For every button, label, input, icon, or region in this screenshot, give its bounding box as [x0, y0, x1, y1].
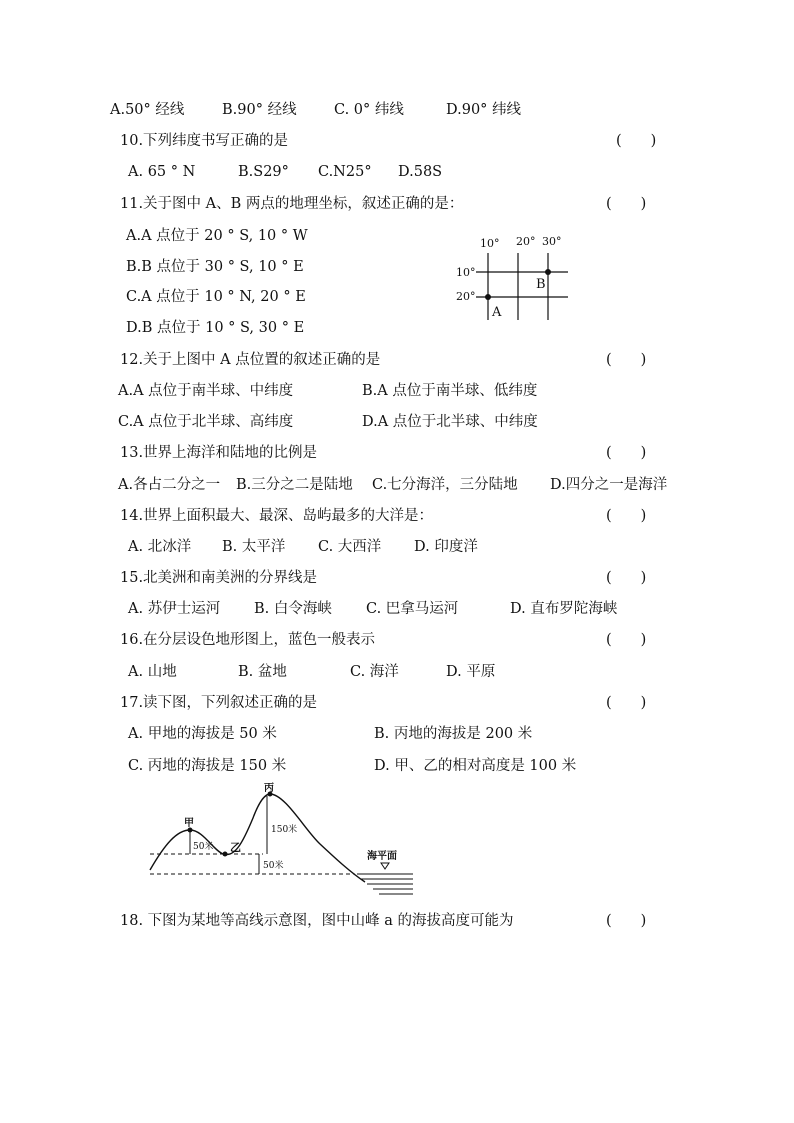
q13-stem: 13.世界上海洋和陆地的比例是 — [120, 445, 318, 461]
grid-left-label-20: 20° — [456, 290, 476, 303]
q10-option-b: B.S29° — [238, 164, 289, 180]
q10-option-c: C.N25° — [318, 164, 372, 180]
label-height-bing: 150米 — [271, 825, 298, 835]
q11-option-c: C.A 点位于 10 ° N, 20 ° E — [126, 289, 306, 305]
grid-top-label-30: 30° — [542, 235, 562, 248]
q17-stem: 17.读下图，下列叙述正确的是 — [120, 695, 318, 711]
q11-option-b: B.B 点位于 30 ° S, 10 ° E — [126, 259, 304, 275]
q17-option-d: D. 甲、乙的相对高度是 100 米 — [374, 758, 577, 774]
q15-option-c: C. 巴拿马运河 — [366, 601, 459, 617]
q9-option-d: D.90° 纬线 — [446, 102, 522, 118]
q16-stem: 16.在分层设色地形图上，蓝色一般表示 — [120, 632, 376, 648]
q16-option-b: B. 盆地 — [238, 664, 287, 680]
grid-point-b-label: B — [536, 277, 546, 292]
q13-option-b: B.三分之二是陆地 — [236, 477, 353, 493]
sea-level-marker-icon — [381, 863, 389, 869]
q11-answer-paren: ( ) — [606, 196, 647, 212]
q12-option-d: D.A 点位于北半球、中纬度 — [362, 414, 538, 430]
q12-option-c: C.A 点位于北半球、高纬度 — [118, 414, 294, 430]
q13-option-c: C.七分海洋，三分陆地 — [372, 477, 518, 493]
q14-option-d: D. 印度洋 — [414, 539, 478, 555]
q11-stem: 11.关于图中 A、B 两点的地理坐标，叙述正确的是： — [120, 196, 464, 212]
q10-stem: 10.下列纬度书写正确的是 — [120, 133, 289, 149]
q16-option-d: D. 平原 — [446, 664, 496, 680]
q9-option-b: B.90° 经线 — [222, 102, 297, 118]
grid-point-a-dot — [485, 294, 491, 300]
q18-stem: 18. 下图为某地等高线示意图，图中山峰 a 的海拔高度可能为 — [120, 913, 514, 929]
q12-option-a: A.A 点位于南半球、中纬度 — [118, 383, 294, 399]
q13-option-a: A.各占二分之一 — [118, 477, 221, 493]
q15-option-d: D. 直布罗陀海峡 — [510, 601, 618, 617]
q17-option-b: B. 丙地的海拔是 200 米 — [374, 726, 533, 742]
q11-option-d: D.B 点位于 10 ° S, 30 ° E — [126, 320, 305, 336]
q15-stem: 15.北美洲和南美洲的分界线是 — [120, 570, 318, 586]
grid-top-label-20: 20° — [516, 235, 536, 248]
q17-option-a: A. 甲地的海拔是 50 米 — [128, 726, 277, 742]
grid-left-label-10: 10° — [456, 266, 476, 279]
q17-answer-paren: ( ) — [606, 695, 647, 711]
label-height-base: 50米 — [263, 861, 284, 871]
q16-answer-paren: ( ) — [606, 632, 647, 648]
q12-answer-paren: ( ) — [606, 352, 647, 368]
q15-option-b: B. 白令海峡 — [254, 601, 332, 617]
q9-option-a: A.50° 经线 — [110, 102, 185, 118]
q15-option-a: A. 苏伊士运河 — [128, 601, 221, 617]
q14-answer-paren: ( ) — [606, 508, 647, 524]
q17-option-c: C. 丙地的海拔是 150 米 — [128, 758, 287, 774]
q14-option-a: A. 北冰洋 — [128, 539, 192, 555]
grid-top-label-10: 10° — [480, 237, 500, 250]
q14-option-b: B. 太平洋 — [222, 539, 286, 555]
q11-option-a: A.A 点位于 20 ° S, 10 ° W — [126, 228, 308, 244]
q16-option-a: A. 山地 — [128, 664, 177, 680]
grid-point-b-dot — [545, 269, 551, 275]
label-bing: 丙 — [264, 783, 274, 794]
q14-option-c: C. 大西洋 — [318, 539, 382, 555]
q14-stem: 14.世界上面积最大、最深、岛屿最多的大洋是： — [120, 508, 434, 524]
q13-option-d: D.四分之一是海洋 — [550, 477, 668, 493]
label-yi: 乙 — [230, 841, 241, 854]
label-height-jia: 50米 — [193, 842, 214, 852]
grid-point-a-label: A — [492, 305, 502, 320]
q11-coordinate-grid — [450, 228, 580, 323]
q16-option-c: C. 海洋 — [350, 664, 399, 680]
q12-stem: 12.关于上图中 A 点位置的叙述正确的是 — [120, 352, 381, 368]
terrain-profile — [150, 794, 365, 882]
q10-answer-paren: ( ) — [616, 133, 657, 149]
q10-option-a: A. 65 ° N — [128, 164, 196, 180]
q18-answer-paren: ( ) — [606, 913, 647, 929]
point-yi-dot — [223, 852, 228, 857]
q12-option-b: B.A 点位于南半球、低纬度 — [362, 383, 538, 399]
q15-answer-paren: ( ) — [606, 570, 647, 586]
q9-option-c: C. 0° 纬线 — [334, 102, 404, 118]
label-jia: 甲 — [184, 818, 194, 829]
q17-elevation-diagram — [145, 782, 420, 902]
label-sea-level: 海平面 — [367, 851, 397, 862]
q10-option-d: D.58S — [398, 164, 443, 180]
q13-answer-paren: ( ) — [606, 445, 647, 461]
